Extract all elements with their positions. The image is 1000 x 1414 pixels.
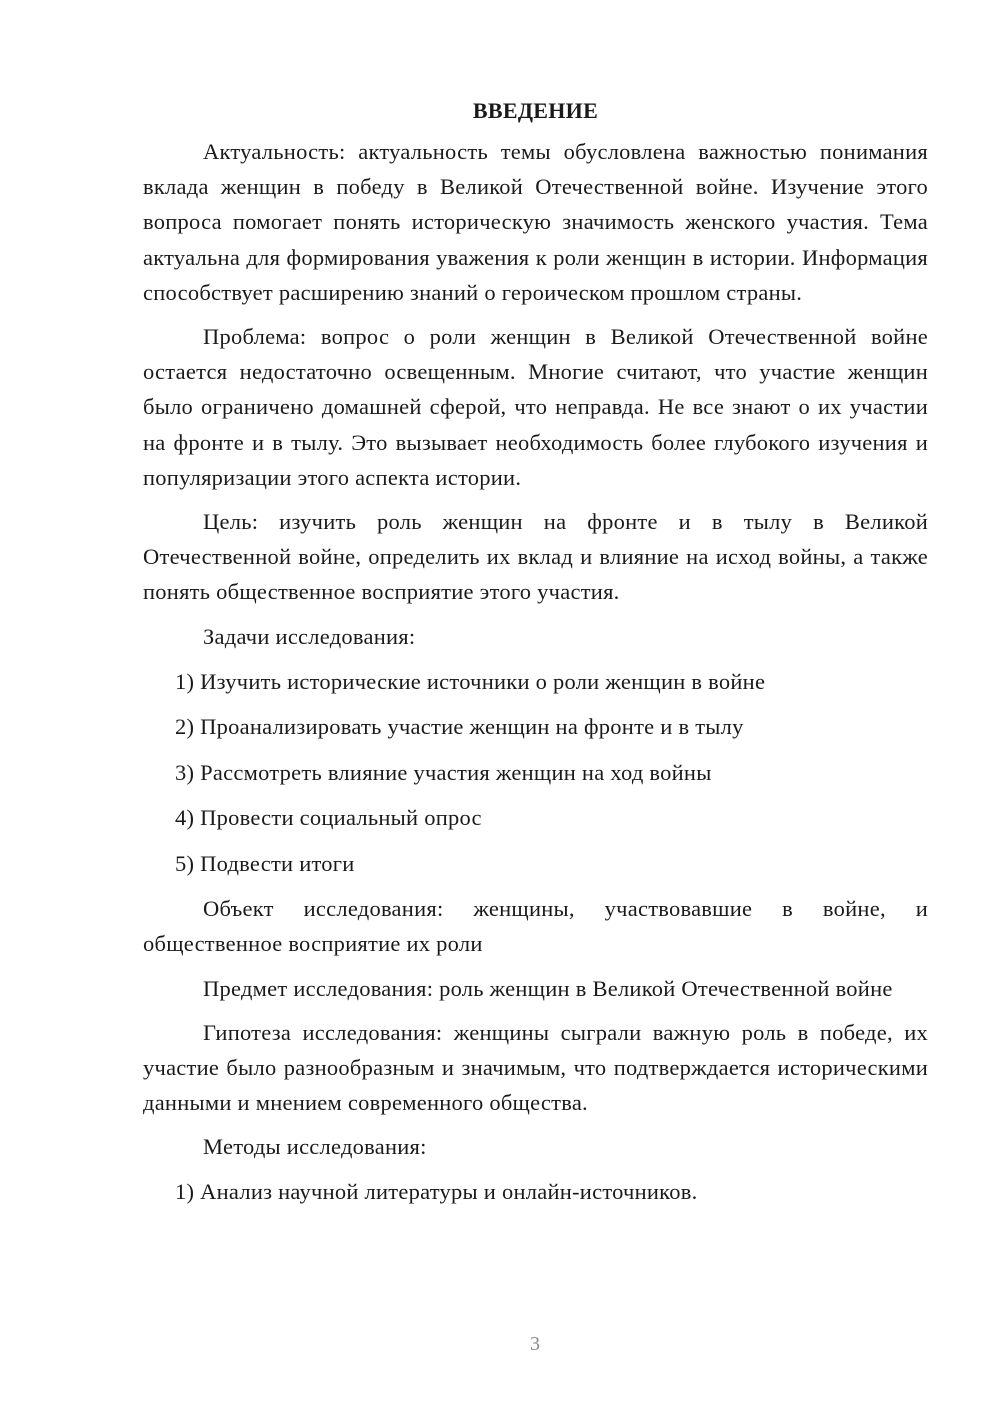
list-item: 1) Анализ научной литературы и онлайн-источников.	[175, 1179, 698, 1205]
page-number: 3	[530, 1333, 540, 1355]
methods-list	[143, 1174, 928, 1210]
page-content	[143, 93, 928, 1220]
problem-paragraph: Проблема: вопрос о роли женщин в Великой Отечественной войне остается недостаточно освещенным. Многие считают, что участие женщин было ограничено домашней сферой, что неправда. Не все знают о их участии на фронте и в тылу. Это вызывает необходимость более глубокого изучения и популяризации этого аспекта истории.	[143, 324, 928, 490]
tasks-list	[143, 664, 928, 882]
list-item: 5) Подвести итоги	[175, 850, 355, 876]
object-paragraph: Объект исследования: женщины, участвовавшие в войне, и общественное восприятие их роли	[143, 896, 928, 957]
hypothesis-paragraph: Гипотеза исследования: женщины сыграли важную роль в победе, их участие было разнообразным и значимым, что подтверждается историческими данными и мнением современного общества.	[143, 1019, 928, 1116]
subject-paragraph: Предмет исследования: роль женщин в Великой Отечественной войне	[203, 975, 893, 1001]
relevance-paragraph: Актуальность: актуальность темы обусловлена важностью понимания вклада женщин в победу в Великой Отечественной войне. Изучение этого вопроса помогает понять историческую значимость женского участия. Тема актуальна для формирования уважения к роли женщин в истории. Информация способствует расширению знаний о героическом прошлом страны.	[143, 139, 928, 305]
list-item: 4) Провести социальный опрос	[175, 805, 482, 831]
tasks-title: Задачи исследования:	[203, 623, 416, 649]
section-heading: ВВЕДЕНИЕ	[472, 98, 599, 123]
list-item: 2) Проанализировать участие женщин на фронте и в тылу	[175, 714, 744, 740]
goal-paragraph: Цель: изучить роль женщин на фронте и в тылу в Великой Отечественной войне, определить их вклад и влияние на исход войны, а также понять общественное восприятие этого участия.	[143, 509, 928, 605]
methods-title: Методы исследования:	[203, 1134, 427, 1160]
list-item: 1) Изучить исторические источники о роли женщин в войне	[175, 668, 766, 694]
list-item: 3) Рассмотреть влияние участия женщин на ход войны	[175, 759, 712, 785]
